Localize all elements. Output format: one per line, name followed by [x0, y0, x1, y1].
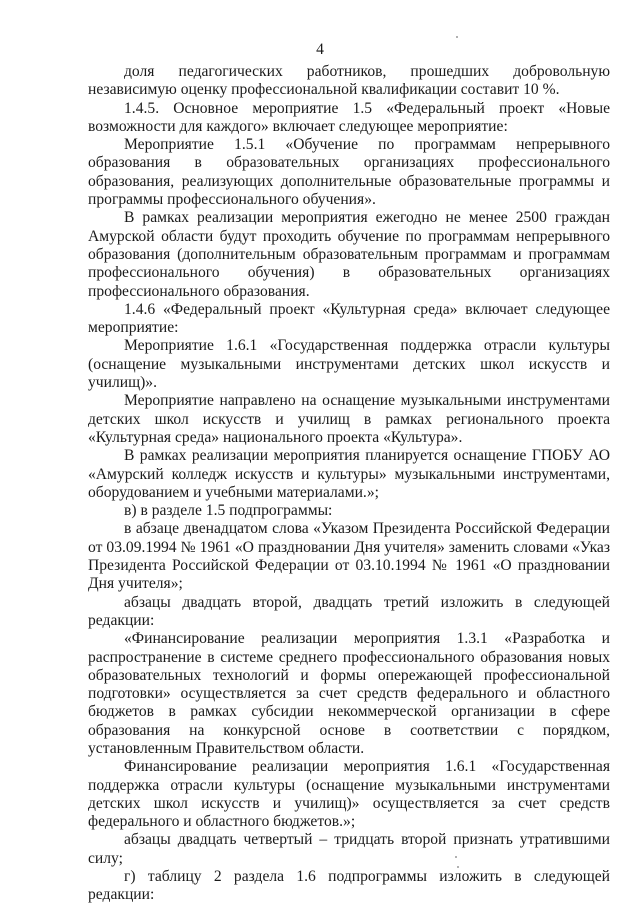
document-body	[88, 63, 610, 905]
paragraph: доля педагогических работников, прошедших добровольную независимую оценку профессиональной квалификации составит 10 %.	[88, 63, 610, 99]
paragraph: 1.4.6 «Федеральный проект «Культурная среда» включает следующее мероприятие:	[88, 300, 610, 337]
scan-speck	[457, 866, 459, 868]
paragraph: 1.4.5. Основное мероприятие 1.5 «Федеральный проект «Новые возможности для каждого» включает следующее мероприятие:	[88, 99, 610, 135]
paragraph: «Финансирование реализации мероприятия 1.3.1 «Разработка и распространение в системе среднего профессионального образования новых образовательных технологий и формы опережающей профессиональной подготовки» осуществляется за счет средств федерального и областного бюджетов в рамках субсидии некоммерческой организации в сфере образования на конкурсной основе в соответствии с порядком, установленным Правительством области.	[88, 630, 610, 757]
paragraph: Финансирование реализации мероприятия 1.6.1 «Государственная поддержка отрасли культуры (оснащение музыкальными инструментами детских школ искусств и училищ)» осуществляется за счет средств федерального и областного бюджетов.»;	[88, 758, 610, 831]
paragraph: в абзаце двенадцатом слова «Указом Президента Российской Федерации от 03.09.1994 № 1961 «О праздновании Дня учителя» заменить словами «Указ Президента Российской Федерации от 03.10.1994 № 1961 «О праздновании Дня учителя»;	[88, 520, 610, 593]
paragraph: абзацы двадцать второй, двадцать третий изложить в следующей редакции:	[88, 593, 610, 629]
scan-speck	[455, 856, 457, 858]
paragraph: в) в разделе 1.5 подпрограммы:	[124, 502, 333, 520]
paragraph: Мероприятие 1.5.1 «Обучение по программам непрерывного образования в образовательных организациях профессионального образования, реализующих дополнительные образовательные программы и программы профессионального обучения».	[88, 136, 610, 209]
paragraph: В рамках реализации мероприятия планируется оснащение ГПОБУ АО «Амурский колледж искусств и культуры» музыкальными инструментами, оборудованием и учебными материалами.»;	[88, 447, 610, 501]
paragraph: Мероприятие направлено на оснащение музыкальными инструментами детских школ искусств и училищ в рамках регионального проекта «Культурная среда» национального проекта «Культура».	[88, 392, 610, 446]
page-number: 4	[316, 41, 324, 58]
paragraph: В рамках реализации мероприятия ежегодно не менее 2500 граждан Амурской области будут проходить обучение по программам непрерывного образования (дополнительным образовательным программам и программам профессионального обучения) в образовательных организациях профессионального образования.	[88, 209, 610, 300]
scan-speck	[456, 36, 458, 38]
paragraph: Мероприятие 1.6.1 «Государственная поддержка отрасли культуры (оснащение музыкальными инструментами детских школ искусств и училищ)».	[88, 337, 610, 392]
paragraph: абзацы двадцать четвертый – тридцать второй признать утратившими силу;	[88, 831, 610, 867]
paragraph: г) таблицу 2 раздела 1.6 подпрограммы изложить в следующей редакции:	[88, 868, 610, 904]
